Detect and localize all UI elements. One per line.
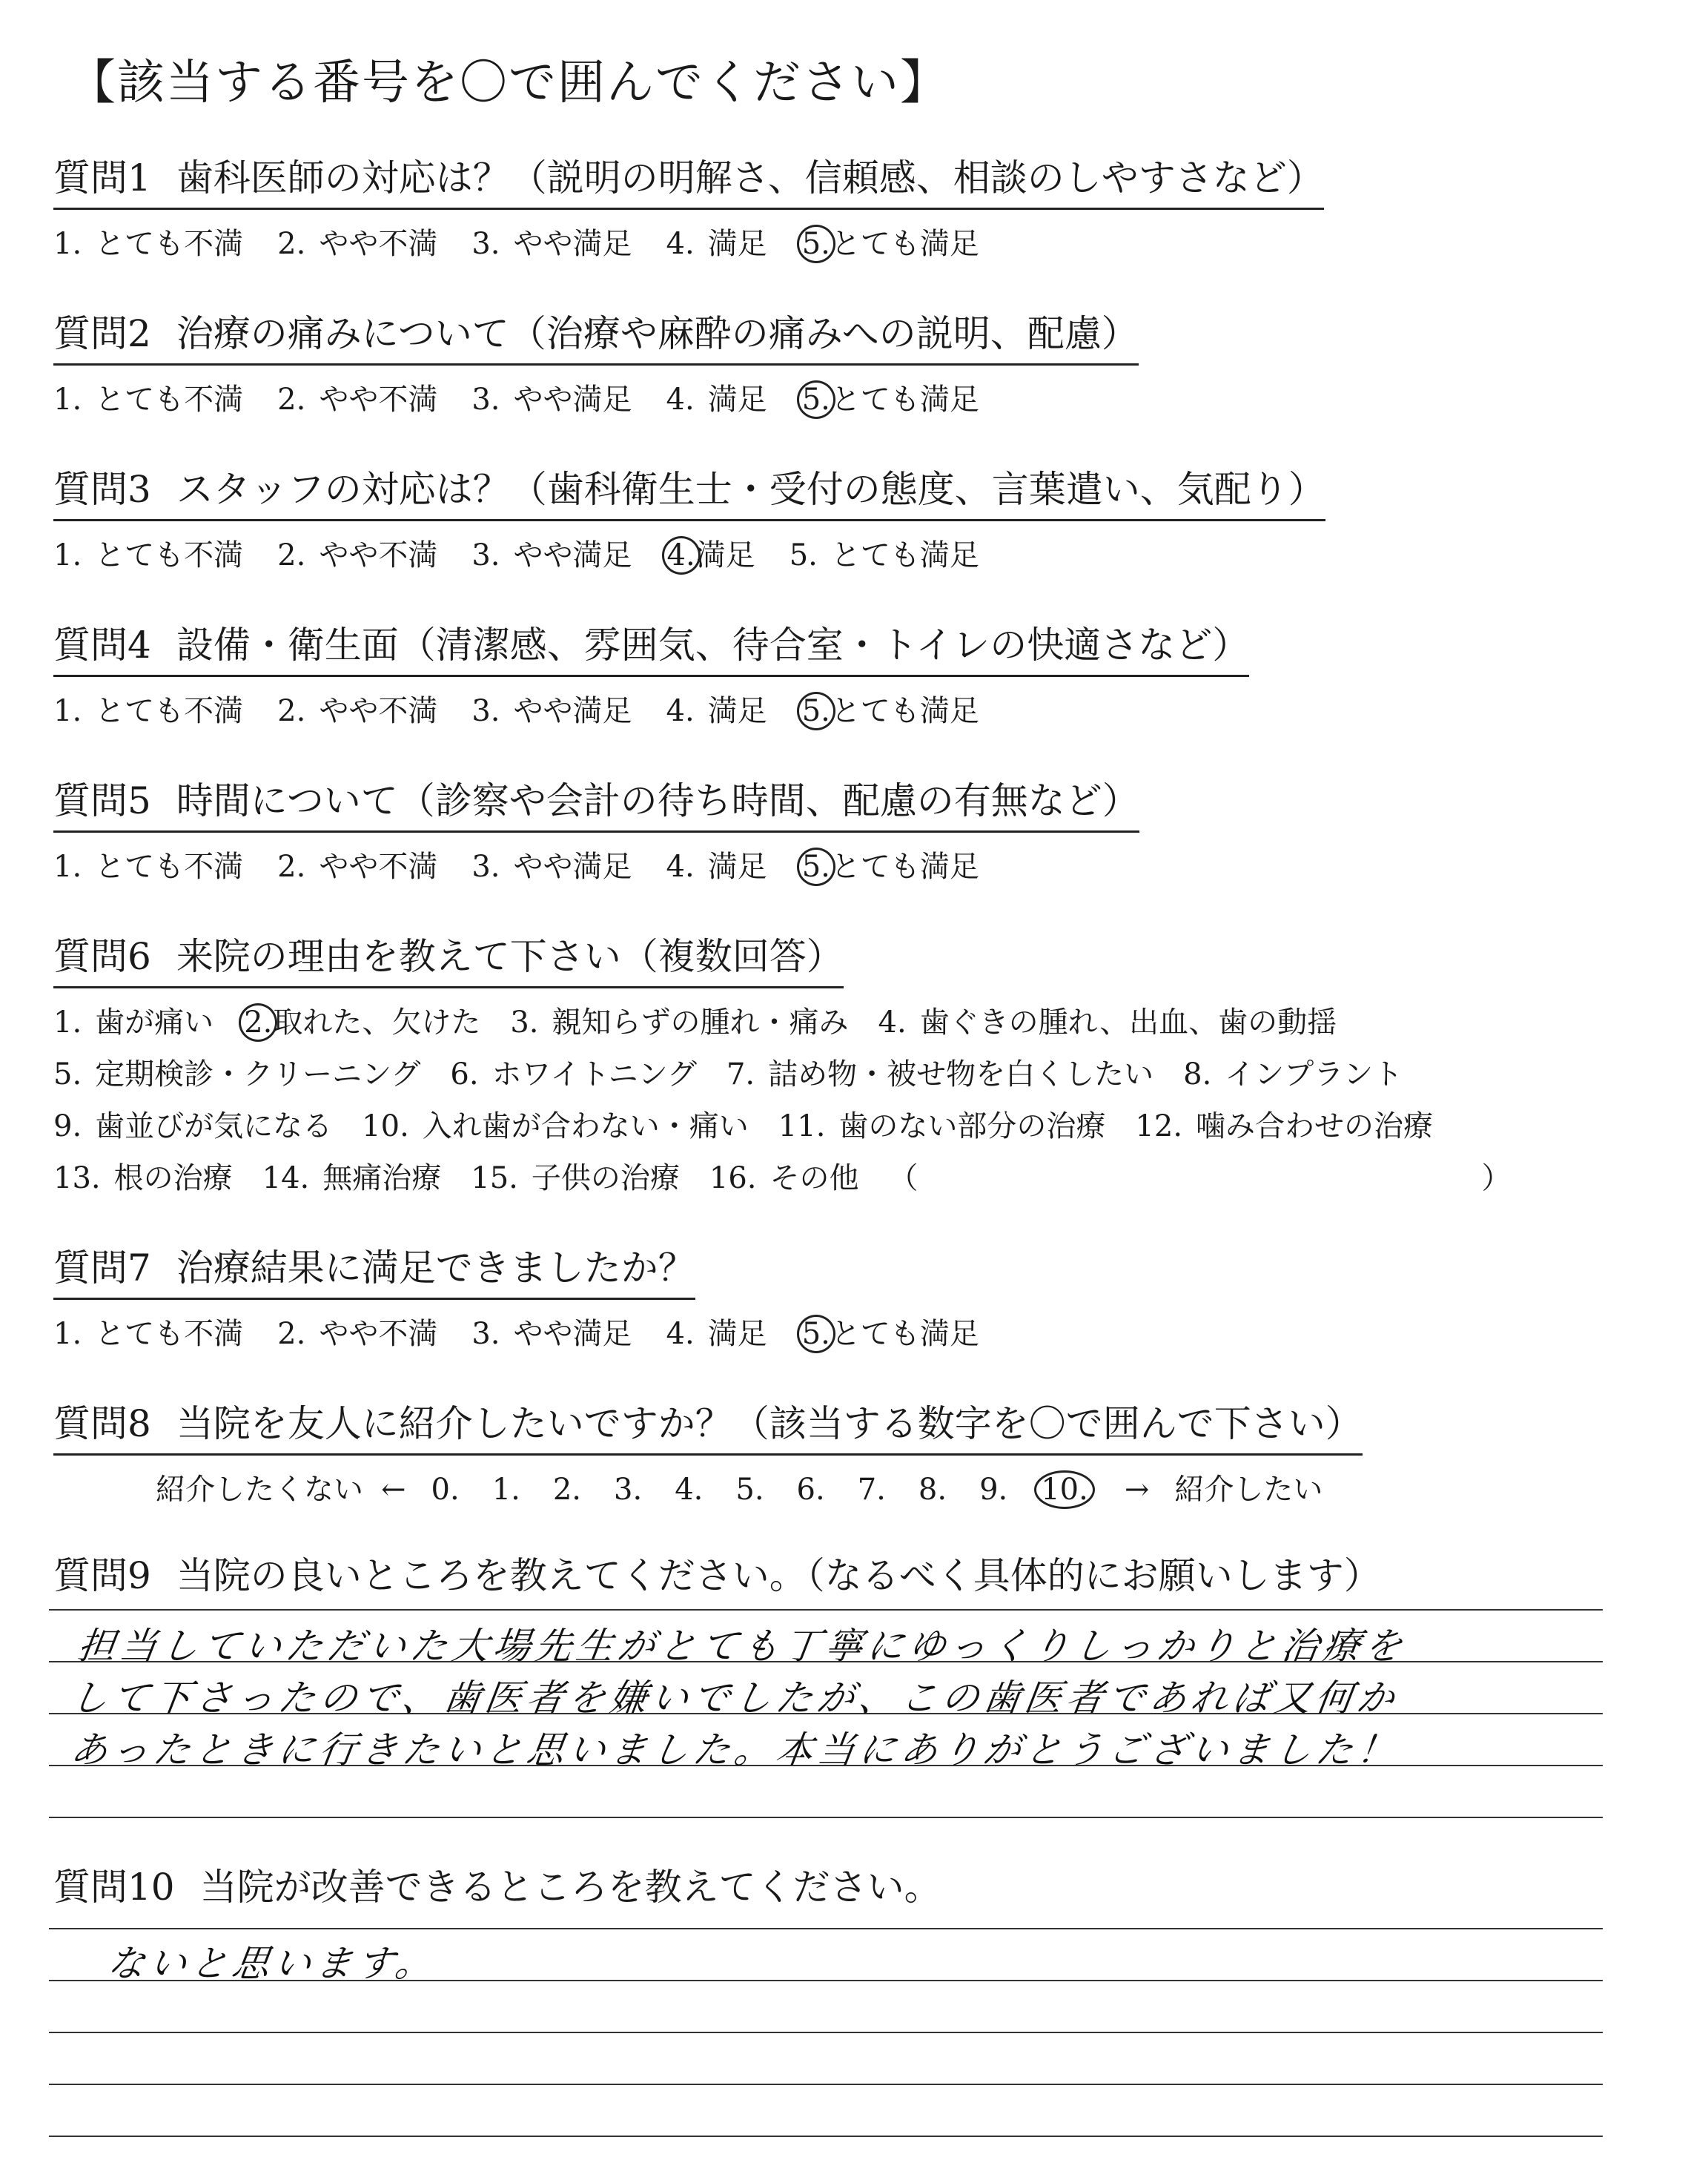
option-label: とても満足 [830, 850, 979, 884]
answer-option[interactable] [666, 843, 767, 885]
answer-options [53, 376, 1669, 418]
question-title [53, 460, 1325, 521]
answer-option[interactable] [53, 999, 214, 1041]
answer-option[interactable] [53, 376, 243, 418]
question-text: 時間について（診察や会計の待ち時間、配慮の有無など） [176, 779, 1139, 822]
answer-option[interactable] [709, 1155, 859, 1197]
option-label: 定期検診・クリーニング [95, 1057, 421, 1091]
scale-number[interactable]: 0. [431, 1473, 460, 1507]
answer-option[interactable] [471, 376, 632, 418]
option-number: 2. [277, 850, 306, 884]
answer-line [49, 2136, 1603, 2137]
option-row [53, 1155, 1669, 1196]
scale-number-selected[interactable]: 10. [1034, 1470, 1095, 1509]
answer-option[interactable] [1135, 1103, 1433, 1145]
question-3 [53, 460, 1669, 574]
answer-option[interactable] [726, 1051, 1153, 1093]
answer-option[interactable] [53, 843, 243, 885]
option-number: 13. [53, 1161, 101, 1195]
handwritten-answer-line: して下さったので、歯医者を嫌いでしたが、この歯医者であれば又何か [67, 1677, 1402, 1720]
option-label: とても不満 [95, 383, 244, 417]
option-number: 4. [666, 694, 695, 728]
answer-option[interactable] [53, 220, 243, 262]
scale-number[interactable]: 6. [796, 1473, 825, 1507]
option-number: 5. [797, 225, 835, 263]
scale-left-label: 紹介したくない [156, 1473, 363, 1507]
option-label: 歯が痛い [95, 1005, 214, 1040]
option-label: 歯のない部分の治療 [838, 1109, 1106, 1143]
question-title [53, 1394, 1363, 1456]
option-label: 満足 [707, 1317, 767, 1351]
question-text: 来院の理由を教えて下さい（複数回答） [176, 935, 844, 978]
question-number: 質問3 [53, 468, 151, 511]
answer-options [53, 687, 1669, 730]
option-number: 1. [53, 383, 82, 417]
option-number: 4. [662, 536, 701, 575]
answer-option[interactable] [471, 687, 632, 730]
option-number: 9. [53, 1109, 82, 1143]
answer-option-selected[interactable] [801, 1310, 979, 1353]
question-title [53, 148, 1324, 210]
answer-option[interactable] [277, 1310, 437, 1353]
question-title [53, 1546, 1381, 1605]
answer-option[interactable] [471, 532, 632, 574]
answer-option-selected[interactable] [666, 532, 755, 574]
option-label: とても不満 [95, 227, 244, 261]
option-number: 3. [471, 227, 500, 261]
option-label: 歯並びが気になる [95, 1109, 333, 1143]
answer-options [53, 532, 1669, 574]
answer-line [49, 1928, 1603, 1929]
scale-number[interactable]: 8. [918, 1473, 947, 1507]
scale-number[interactable]: 3. [614, 1473, 643, 1507]
answer-option[interactable] [53, 1051, 420, 1093]
answer-option[interactable] [53, 1155, 233, 1197]
option-number: 5. [797, 692, 835, 730]
question-text: 設備・衛生面（清潔感、雰囲気、待合室・トイレの快適さなど） [176, 624, 1250, 667]
option-label: とても不満 [95, 850, 244, 884]
question-title [53, 771, 1139, 833]
option-number: 12. [1135, 1109, 1183, 1143]
option-number: 5. [789, 538, 818, 572]
page-title: 【該当する番号を〇で囲んでください】 [68, 56, 949, 110]
option-number: 4. [666, 383, 695, 417]
option-label: 満足 [707, 383, 767, 417]
option-label: ホワイトニング [491, 1057, 697, 1091]
option-label: 満足 [707, 850, 767, 884]
answer-options [53, 999, 1669, 1196]
question-8 [53, 1394, 1669, 1509]
answer-option[interactable] [778, 1103, 1106, 1145]
answer-option-selected[interactable] [801, 220, 979, 262]
option-number: 4. [666, 227, 695, 261]
option-number: 2. [277, 538, 306, 572]
question-text: 治療の痛みについて（治療や麻酔の痛みへの説明、配慮） [176, 312, 1139, 355]
option-label: 詰め物・被せ物を白くしたい [768, 1057, 1154, 1091]
option-label: やや不満 [319, 1317, 438, 1351]
option-label: とても満足 [830, 538, 979, 572]
option-number: 5. [53, 1057, 82, 1091]
option-label: 入れ歯が合わない・痛い [422, 1109, 749, 1143]
left-arrow-icon: ← [381, 1473, 406, 1507]
option-number: 3. [471, 1317, 500, 1351]
option-label: とても不満 [95, 694, 244, 728]
answer-option[interactable] [53, 1103, 332, 1145]
option-label: 取れた、欠けた [273, 1005, 481, 1040]
question-9 [53, 1546, 1669, 1605]
option-label: とても満足 [830, 227, 979, 261]
question-number: 質問6 [53, 935, 151, 978]
option-label: やや満足 [513, 538, 632, 572]
option-number: 7. [726, 1057, 755, 1091]
option-label: やや満足 [513, 850, 632, 884]
answer-option-selected[interactable] [801, 687, 979, 730]
scale-number[interactable]: 7. [857, 1473, 886, 1507]
answer-option[interactable] [277, 687, 437, 730]
option-label: 噛み合わせの治療 [1196, 1109, 1434, 1143]
answer-options [53, 843, 1669, 885]
scale-number[interactable]: 9. [979, 1473, 1008, 1507]
scale-number[interactable]: 2. [552, 1473, 582, 1507]
option-label: やや不満 [319, 227, 438, 261]
question-6 [53, 927, 1669, 1196]
option-number: 2. [277, 383, 306, 417]
option-label: とても不満 [95, 1317, 244, 1351]
option-label: やや満足 [513, 383, 632, 417]
option-number: 2. [277, 1317, 306, 1351]
option-number: 5. [797, 380, 835, 419]
scale-right-label: 紹介したい [1174, 1473, 1323, 1507]
question-number: 質問5 [53, 779, 151, 822]
option-label: 満足 [707, 694, 767, 728]
question-4 [53, 615, 1669, 730]
handwritten-answer-line: 担当していただいた大場先生がとても丁寧にゆっくりしっかりと治療を [75, 1625, 1410, 1668]
question-number: 質問1 [53, 156, 151, 199]
option-number: 6. [450, 1057, 479, 1091]
option-label: とても不満 [95, 538, 244, 572]
answer-option[interactable] [510, 999, 848, 1041]
question-number: 質問8 [53, 1402, 151, 1445]
question-title [53, 304, 1139, 366]
question-text: 歯科医師の対応は？（説明の明解さ、信頼感、相談のしやすさなど） [176, 156, 1324, 199]
option-label: インプラント [1225, 1057, 1403, 1091]
answer-line [49, 1817, 1603, 1818]
answer-option[interactable] [471, 1310, 632, 1353]
option-label: その他 [769, 1161, 859, 1195]
question-number: 質問7 [53, 1246, 151, 1289]
option-label: やや満足 [513, 694, 632, 728]
answer-option[interactable] [666, 687, 767, 730]
answer-option[interactable] [277, 532, 437, 574]
right-arrow-icon: → [1124, 1473, 1150, 1507]
answer-option[interactable] [53, 687, 243, 730]
option-number: 4. [878, 1005, 907, 1040]
option-label: 親知らずの腫れ・痛み [552, 1005, 849, 1040]
option-number: 2. [277, 694, 306, 728]
answer-option[interactable] [471, 220, 632, 262]
option-label: やや不満 [319, 694, 438, 728]
answer-option[interactable] [450, 1051, 697, 1093]
option-label: 無痛治療 [322, 1161, 442, 1195]
option-number: 2. [277, 227, 306, 261]
option-label: 歯ぐきの腫れ、出血、歯の動揺 [919, 1005, 1337, 1040]
answer-option[interactable] [666, 1310, 767, 1353]
option-number: 4. [666, 850, 695, 884]
option-number: 3. [471, 694, 500, 728]
answer-line [49, 2032, 1603, 2033]
option-number: 3. [471, 850, 500, 884]
question-2 [53, 304, 1669, 418]
question-title [53, 1238, 695, 1300]
other-write-in[interactable] [889, 1155, 1512, 1197]
option-row [53, 1051, 1669, 1092]
option-number: 5. [797, 848, 835, 886]
answer-option[interactable] [666, 376, 767, 418]
option-label: やや不満 [319, 850, 438, 884]
question-number: 質問4 [53, 624, 151, 667]
question-text: 当院が改善できるところを教えてください。 [199, 1866, 941, 1909]
question-title [53, 927, 844, 988]
answer-options [53, 1310, 1669, 1353]
question-number: 質問9 [53, 1554, 151, 1597]
scale-numbers [431, 1473, 1125, 1507]
option-label: やや不満 [319, 538, 438, 572]
option-number: 5. [797, 1315, 835, 1353]
answer-option[interactable] [666, 220, 767, 262]
question-text: 当院を友人に紹介したいですか？（該当する数字を〇で囲んで下さい） [176, 1402, 1363, 1445]
option-number: 1. [53, 1317, 82, 1351]
option-number: 11. [778, 1109, 826, 1143]
option-number: 1. [53, 850, 82, 884]
answer-option[interactable] [277, 376, 437, 418]
question-text: 当院の良いところを教えてください。（なるべく具体的にお願いします） [176, 1554, 1381, 1597]
answer-option[interactable] [1183, 1051, 1403, 1093]
answer-option[interactable] [362, 1103, 749, 1145]
option-label: とても満足 [830, 383, 979, 417]
option-number: 3. [471, 383, 500, 417]
option-label: やや満足 [513, 1317, 632, 1351]
question-number: 質問10 [53, 1866, 175, 1909]
answer-option[interactable] [471, 1155, 680, 1197]
answer-option[interactable] [53, 1310, 243, 1353]
question-title [53, 615, 1249, 677]
answer-options [53, 220, 1669, 262]
question-text: スタッフの対応は？（歯科衛生士・受付の態度、言葉遣い、気配り） [176, 468, 1325, 511]
option-number: 1. [53, 538, 82, 572]
question-1 [53, 148, 1669, 262]
answer-option[interactable] [277, 220, 437, 262]
option-number: 1. [53, 227, 82, 261]
option-label: 満足 [707, 227, 767, 261]
option-number: 2. [239, 1003, 277, 1042]
option-row [53, 999, 1669, 1040]
answer-option[interactable] [53, 532, 243, 574]
handwritten-answer-line: あったときに行きたいと思いました。本当にありがとうございました！ [67, 1728, 1403, 1771]
question-title [53, 1857, 941, 1917]
close-paren: ） [1481, 1161, 1512, 1195]
option-number: 3. [510, 1005, 539, 1040]
answer-option-selected[interactable] [801, 843, 979, 885]
option-number: 15. [471, 1161, 518, 1195]
option-label: とても満足 [830, 1317, 979, 1351]
question-5 [53, 771, 1669, 885]
answer-option[interactable] [790, 532, 979, 574]
option-number: 14. [262, 1161, 310, 1195]
question-text: 治療結果に満足できましたか？ [176, 1246, 695, 1289]
option-number: 1. [53, 694, 82, 728]
option-row [53, 1103, 1669, 1144]
answer-line [49, 2084, 1603, 2085]
option-label: やや満足 [513, 227, 632, 261]
option-label: 子供の治療 [531, 1161, 680, 1195]
open-paren: （ [888, 1161, 918, 1195]
answer-option-selected[interactable] [801, 376, 979, 418]
answer-option[interactable] [878, 999, 1337, 1041]
scale-number[interactable]: 1. [491, 1473, 520, 1507]
question-10 [53, 1857, 1669, 1917]
answer-line [49, 1609, 1603, 1611]
answer-option-selected[interactable] [243, 999, 480, 1041]
option-number: 4. [666, 1317, 695, 1351]
option-label: 満足 [695, 538, 755, 572]
option-number: 3. [471, 538, 500, 572]
option-number: 8. [1183, 1057, 1212, 1091]
handwritten-answer-line: ないと思います。 [105, 1942, 440, 1985]
answer-option[interactable] [277, 843, 437, 885]
option-label: 根の治療 [113, 1161, 233, 1195]
scale-number[interactable]: 4. [675, 1473, 704, 1507]
scale-number[interactable]: 5. [735, 1473, 764, 1507]
question-7 [53, 1238, 1669, 1353]
recommend-scale [53, 1466, 1669, 1509]
question-number: 質問2 [53, 312, 151, 355]
answer-option[interactable] [471, 843, 632, 885]
option-label: やや不満 [319, 383, 438, 417]
option-number: 16. [709, 1161, 757, 1195]
option-number: 1. [53, 1005, 82, 1040]
answer-option[interactable] [262, 1155, 442, 1197]
option-label: とても満足 [830, 694, 979, 728]
option-number: 10. [362, 1109, 409, 1143]
